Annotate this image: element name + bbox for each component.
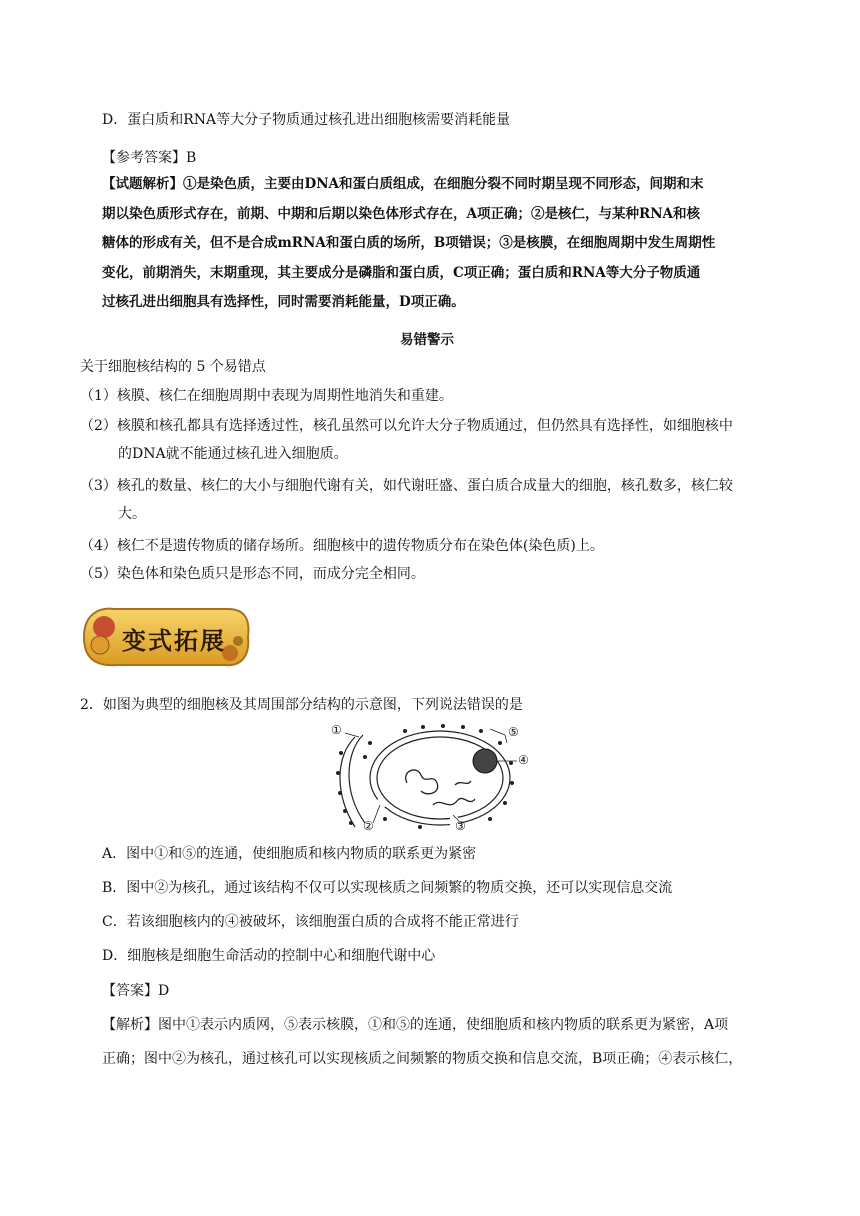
figure-label: ① <box>331 723 342 737</box>
analysis-line: 期以染色质形式存在，前期、中期和后期以染色体形式存在，A项正确；②是核仁，与某种RNA和核 <box>102 205 701 222</box>
analysis-line: 过核孔进出细胞具有选择性，同时需要消耗能量，D项正确。 <box>102 294 465 310</box>
warning-item-continuation: 的DNA就不能通过核孔进入细胞质。 <box>118 446 348 462</box>
warning-item <box>80 382 820 410</box>
q1-option-d: D．蛋白质和RNA等大分子物质通过核孔进出细胞核需要消耗能量 <box>102 112 511 128</box>
warning-item-text: （2）核膜和核孔都具有选择透过性，核孔虽然可以允许大分子物质通过，但仍然具有选择性，如细胞核中 <box>80 418 733 434</box>
q2-answer: 【答案】D <box>102 983 170 999</box>
warning-item <box>80 472 820 528</box>
warning-item-text: （4）核仁不是遗传物质的储存场所。细胞核中的遗传物质分布在染色体(染色质)上。 <box>80 538 604 554</box>
analysis-line: 【试题解析】①是染色质，主要由DNA和蛋白质组成，在细胞分裂不同时期呈现不同形态，间期和末 <box>102 176 704 192</box>
figure-label: ③ <box>455 819 466 833</box>
warning-title: 易错警示 <box>400 332 454 348</box>
analysis-line: 糖体的形成有关，但不是合成mRNA和蛋白质的场所，B项错误；③是核膜，在细胞周期中发生周期性 <box>102 235 716 251</box>
warning-item <box>80 532 820 560</box>
warning-item-text: （5）染色体和染色质只是形态不同，而成分完全相同。 <box>80 566 425 582</box>
analysis-line: 变化，前期消失，末期重现，其主要成分是磷脂和蛋白质，C项正确；蛋白质和RNA等大分子物质通 <box>102 264 701 281</box>
q2-analysis-line: 正确；图中②为核孔，通过核孔可以实现核质之间频繁的物质交换和信息交流，B项正确；④表示核仁， <box>102 1051 743 1067</box>
q1-answer: 【参考答案】B <box>102 150 197 166</box>
warning-item <box>80 412 820 468</box>
warning-item-text: （1）核膜、核仁在细胞周期中表现为周期性地消失和重建。 <box>80 388 453 404</box>
warning-intro: 关于细胞核结构的 5 个易错点 <box>80 359 266 375</box>
warning-item-text: （3）核孔的数量、核仁的大小与细胞代谢有关，如代谢旺盛、蛋白质合成量大的细胞，核孔数多，核仁较 <box>80 478 733 494</box>
q1-analysis <box>102 170 802 318</box>
q2-option-c: C．若该细胞核内的④被破坏，该细胞蛋白质的合成将不能正常进行 <box>102 914 519 930</box>
figure-label: ④ <box>518 753 529 767</box>
figure-label: ⑤ <box>508 725 519 739</box>
figure-label: ② <box>363 819 374 833</box>
variant-extension-banner <box>78 601 254 673</box>
banner-text: 变式拓展 <box>122 626 226 655</box>
nucleus-figure <box>325 723 535 838</box>
warning-item-continuation: 大。 <box>118 506 146 522</box>
q2-stem: 2．如图为典型的细胞核及其周围部分结构的示意图，下列说法错误的是 <box>80 697 523 713</box>
q2-option-b: B．图中②为核孔，通过该结构不仅可以实现核质之间频繁的物质交换，还可以实现信息交流 <box>102 880 673 896</box>
q2-analysis-line: 【解析】图中①表示内质网，⑤表示核膜，①和⑤的连通，使细胞质和核内物质的联系更为紧密，A项 <box>102 1017 729 1033</box>
q2-option-a: A．图中①和⑤的连通，使细胞质和核内物质的联系更为紧密 <box>102 846 477 862</box>
warning-item <box>80 560 820 588</box>
cell-nucleus-diagram <box>325 723 535 838</box>
q2-option-d: D．细胞核是细胞生命活动的控制中心和细胞代谢中心 <box>102 948 436 964</box>
